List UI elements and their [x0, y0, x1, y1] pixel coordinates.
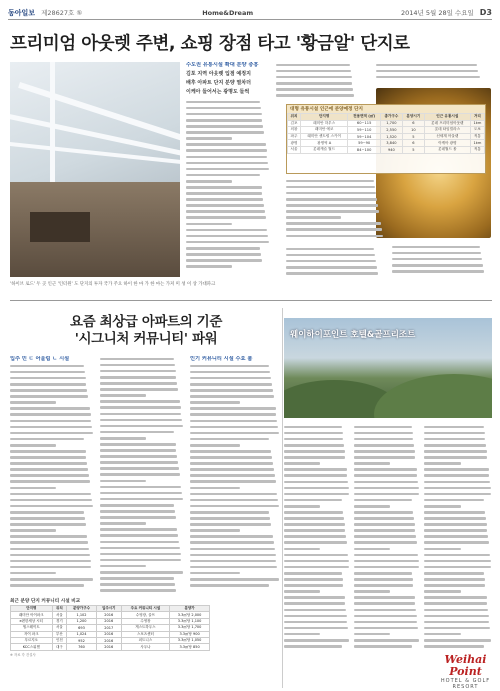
text-line [10, 479, 94, 485]
text-line [190, 454, 280, 460]
community-table-cell: 3.3㎡당 2,000 [170, 612, 210, 618]
article1-lead-1: 김포 지역 아웃렛 입점 예정지 [186, 71, 251, 77]
text-line [284, 467, 350, 473]
text-line [186, 190, 270, 196]
text-line [100, 533, 184, 539]
community-table-cell: 952 [67, 637, 97, 643]
text-line [284, 607, 350, 613]
text-line [424, 528, 492, 534]
text-line [286, 221, 386, 227]
community-table-cell: KCC스위첸 [11, 644, 53, 650]
section2-headline-2: '시그니처 커뮤니티' 파워 [74, 331, 218, 347]
price-table-cell: 2,550 [380, 127, 402, 134]
text-line [424, 607, 492, 613]
text-line [100, 454, 184, 460]
price-table-cell: 1km [470, 120, 484, 127]
text-line [100, 588, 184, 594]
text-line [190, 467, 280, 473]
text-line [190, 406, 280, 412]
issue-number: 제28627호 ⑤ [41, 9, 83, 17]
text-line [10, 540, 94, 546]
text-line [190, 393, 280, 399]
text-line [354, 528, 420, 534]
price-table-cell: 6 [402, 140, 424, 147]
text-line [100, 472, 184, 478]
article1-col6 [286, 246, 386, 280]
text-line [276, 92, 360, 98]
price-table-cell: 940 [380, 146, 402, 153]
text-line [186, 215, 270, 221]
community-table-cell: 3.3㎡당 850 [170, 644, 210, 650]
price-table-cell: 광명 [288, 140, 301, 147]
text-line [284, 601, 350, 607]
price-table-cell: 직통 [470, 146, 484, 153]
text-line [100, 581, 184, 587]
price-table-header: 거리 [470, 114, 484, 121]
text-line [284, 528, 350, 534]
text-line [424, 534, 492, 540]
price-table-cell: 3,840 [380, 140, 402, 147]
text-line [354, 601, 420, 607]
price-table-cell: 이케아 광명 [424, 140, 470, 147]
weihai-point-logo [438, 653, 493, 690]
ad-title: 웨이하이포인트 호텔&골프리조트 [290, 330, 416, 340]
text-line [424, 473, 492, 479]
text-line [10, 521, 94, 527]
community-table-header: 단지명 [11, 606, 53, 612]
text-line [186, 197, 270, 203]
text-line [424, 595, 492, 601]
community-table-cell: 스포츠센터 [121, 631, 170, 637]
price-table-title: 대형 유통시설 인근에 분양예정 단지 [287, 105, 485, 113]
price-table-cell: 파주 [288, 133, 301, 140]
text-line [424, 540, 492, 546]
community-table-cell: 자이 파크 [11, 631, 53, 637]
price-table-cell: 59~90 [348, 140, 381, 147]
logo-sub: HOTEL & GOLF RESORT [440, 678, 491, 690]
text-line [424, 515, 492, 521]
text-line [354, 522, 420, 528]
article2-col3 [190, 356, 280, 596]
community-table-header: 위치 [52, 606, 67, 612]
price-table-cell: 신세계 아울렛 [424, 133, 470, 140]
text-line [354, 643, 420, 649]
text-line [424, 454, 492, 460]
text-line [286, 227, 386, 233]
community-table-cell: 3.3㎡당 1,100 [170, 618, 210, 624]
article1-subhead: 수도권 유통시설 확대 분양 증흥 [186, 62, 259, 68]
text-line [10, 534, 94, 540]
price-table-header: 총가구수 [380, 114, 402, 121]
text-line [10, 393, 94, 399]
community-table [10, 598, 210, 657]
article1-lead-2: 배후 아파트 단지 분양 열차더 [186, 80, 251, 86]
section-title: Home&Dream [202, 8, 254, 17]
text-line [100, 447, 184, 453]
price-table-cell: 래미안 센트럴 스카이 [300, 133, 347, 140]
price-table-cell: 10 [402, 127, 424, 134]
text-line [286, 208, 386, 214]
text-line [424, 643, 492, 649]
page-headline: 프리미엄 아웃렛 주변, 쇼핑 장점 타고 '황금알' 단지로 [10, 34, 410, 54]
text-line [190, 412, 280, 418]
price-table-cell: 광명역 A [300, 140, 347, 147]
community-table-cell: e편한세상 시티 [11, 618, 53, 624]
text-line [376, 74, 491, 80]
logo-main: Weihai Point [444, 653, 487, 678]
text-line [190, 540, 280, 546]
text-line [10, 454, 94, 460]
text-line [286, 233, 386, 239]
community-table-cell: 2016 [96, 631, 121, 637]
community-table-cell: 부산 [52, 631, 67, 637]
community-table-cell: 3.3㎡당 900 [170, 631, 210, 637]
community-table-cell: 2016 [96, 644, 121, 650]
text-line [190, 479, 280, 485]
community-table-header: 분양가 [170, 606, 210, 612]
price-table-cell: 롯데캐슬 월드 [300, 146, 347, 153]
text-line [190, 521, 280, 527]
text-line [354, 515, 420, 521]
text-line [424, 582, 492, 588]
article2-subhead-1: 입주 민 ㄷ 어울림 ㄴ 시설 [10, 356, 70, 362]
community-table-cell: 수영장, 골프 [121, 612, 170, 618]
text-line [284, 515, 350, 521]
article1-col1 [186, 62, 270, 277]
article2-col2 [100, 356, 184, 596]
text-line [354, 454, 420, 460]
community-table-cell: 693 [67, 625, 97, 631]
price-table-row [288, 140, 485, 147]
price-table-cell: 래미안 에코 [300, 127, 347, 134]
text-line [190, 582, 280, 588]
text-line [10, 546, 94, 552]
text-line [424, 601, 492, 607]
text-line [100, 386, 184, 392]
page-number: D3 [479, 8, 492, 17]
text-line [284, 582, 350, 588]
price-table-header: 분양시기 [402, 114, 424, 121]
price-table-header: 위치 [288, 114, 301, 121]
community-table-cell: 대구 [52, 644, 67, 650]
price-table-row [288, 120, 485, 127]
price-table-cell: 래미안 하우스 [300, 120, 347, 127]
text-line [190, 461, 280, 467]
price-table-cell: 60~115 [348, 120, 381, 127]
text-line [186, 203, 270, 209]
text-line [354, 467, 420, 473]
community-table-cell: 서울 [52, 612, 67, 618]
price-table-cell: 1,520 [380, 133, 402, 140]
article2-col1 [10, 356, 94, 596]
article1-col3 [376, 62, 491, 86]
text-line [186, 209, 270, 215]
community-table-cell: 게스트하우스 [121, 625, 170, 631]
text-line [284, 534, 350, 540]
text-line [10, 582, 94, 588]
price-table [286, 104, 486, 174]
text-line [284, 454, 350, 460]
price-table-cell: 1km [470, 140, 484, 147]
community-table-cell: 인천 [52, 637, 67, 643]
community-table-title: 최근 분양 단지 커뮤니티 시설 비교 [10, 599, 81, 604]
section2-headline [10, 314, 282, 348]
text-line [100, 539, 184, 545]
community-table-header: 분양가구수 [67, 606, 97, 612]
price-table-cell: 김포 [288, 120, 301, 127]
text-line [392, 268, 492, 274]
price-table-cell: 5 [402, 146, 424, 153]
photo-caption: '하이브 로드' 두 곳 인근 '인터원' 도 단지의 투자 국가 주요 하이 한 마 가 한 마는 가져 미 성 이 상 가대파크 [10, 282, 216, 287]
community-table-cell: 피트니스 [121, 637, 170, 643]
text-line [354, 582, 420, 588]
text-line [186, 257, 270, 263]
text-line [10, 473, 94, 479]
community-table-cell: 서울 [52, 625, 67, 631]
community-table-cell: 1,102 [67, 612, 97, 618]
section2-headline-1: 요즘 최상급 아파트의 기준 [70, 314, 222, 330]
text-line [10, 406, 94, 412]
community-table-cell: 760 [67, 644, 97, 650]
price-table-cell: 롯데 프리미엄아웃렛 [424, 120, 470, 127]
text-line [190, 534, 280, 540]
community-table-cell: 수영장 [121, 618, 170, 624]
text-line [284, 522, 350, 528]
community-table-cell: 래미안 아이파크 [11, 612, 53, 618]
text-line [186, 148, 270, 154]
price-table-cell: 롯데월드 몰 [424, 146, 470, 153]
article1-lead-3: 이케아 들어서는 광명도 들썩 [186, 89, 250, 95]
text-line [10, 412, 94, 418]
price-table-header: 단지명 [300, 114, 347, 121]
architecture-photo [10, 62, 180, 277]
text-line [186, 129, 270, 135]
community-table-cell: 2016 [96, 637, 121, 643]
text-line [284, 595, 350, 601]
article2-subhead-2: 인기 커뮤니티 시설 수요 붐 [190, 356, 253, 362]
text-line [186, 142, 270, 148]
golf-resort-ad[interactable] [284, 318, 492, 418]
community-table-note: ※ 자료 각 건설사 [10, 652, 36, 657]
price-table-cell: 59~110 [348, 127, 381, 134]
price-table-cell: 6 [402, 120, 424, 127]
article1-col2 [276, 62, 360, 102]
community-table-cell: 경기 [52, 618, 67, 624]
community-table-cell: 힐스테이트 [11, 625, 53, 631]
community-table-cell: 2016 [96, 612, 121, 618]
text-line [100, 514, 184, 520]
ad-col1 [284, 424, 350, 652]
text-line [354, 540, 420, 546]
community-table-cell: 사우나 [121, 644, 170, 650]
text-line [190, 546, 280, 552]
community-table-header: 입주시기 [96, 606, 121, 612]
price-table-cell: 롯데 타임빌라스 [424, 127, 470, 134]
text-line [10, 461, 94, 467]
text-line [190, 473, 280, 479]
text-line [354, 534, 420, 540]
text-line [354, 473, 420, 479]
community-table-cell: 3.3㎡당 1,050 [170, 637, 210, 643]
price-table-cell: 서울 [288, 146, 301, 153]
community-table-row [11, 644, 210, 650]
community-table-cell: 1,200 [67, 618, 97, 624]
price-table-cell: 84~100 [348, 146, 381, 153]
price-table-cell: 도보 [470, 127, 484, 134]
price-table-row [288, 127, 485, 134]
text-line [424, 522, 492, 528]
price-table-header: 전용면적 (㎡) [348, 114, 381, 121]
ad-col3 [424, 424, 492, 652]
community-table-header: 주요 커뮤니티 시설 [121, 606, 170, 612]
text-line [354, 607, 420, 613]
community-table-cell: 3.3㎡당 1,700 [170, 625, 210, 631]
price-table-cell: 1,700 [380, 120, 402, 127]
text-line [284, 473, 350, 479]
paper-name: 동아일보 [8, 8, 36, 17]
article1-col5 [392, 244, 492, 278]
text-line [424, 467, 492, 473]
text-line [10, 467, 94, 473]
community-table-cell: 1,024 [67, 631, 97, 637]
text-line [186, 264, 270, 270]
text-line [100, 399, 184, 405]
community-table-cell: 푸르지오 [11, 637, 53, 643]
text-line [284, 540, 350, 546]
text-line [100, 527, 184, 533]
price-table-cell: 5 [402, 133, 424, 140]
text-line [354, 595, 420, 601]
community-table-cell: 2016 [96, 618, 121, 624]
price-table-cell: 의왕 [288, 127, 301, 134]
text-line [286, 270, 386, 276]
text-line [284, 643, 350, 649]
text-line [100, 460, 184, 466]
price-table-row [288, 146, 485, 153]
price-table-header: 인근 유통시설 [424, 114, 470, 121]
price-table-cell: 직통 [470, 133, 484, 140]
issue-date: 2014년 5월 28일 수요일 [400, 9, 474, 17]
ad-col2 [354, 424, 420, 652]
text-line [100, 405, 184, 411]
community-table-cell: 2017 [96, 625, 121, 631]
masthead [8, 6, 492, 20]
price-table-row [288, 133, 485, 140]
text-line [100, 466, 184, 472]
price-table-cell: 59~104 [348, 133, 381, 140]
